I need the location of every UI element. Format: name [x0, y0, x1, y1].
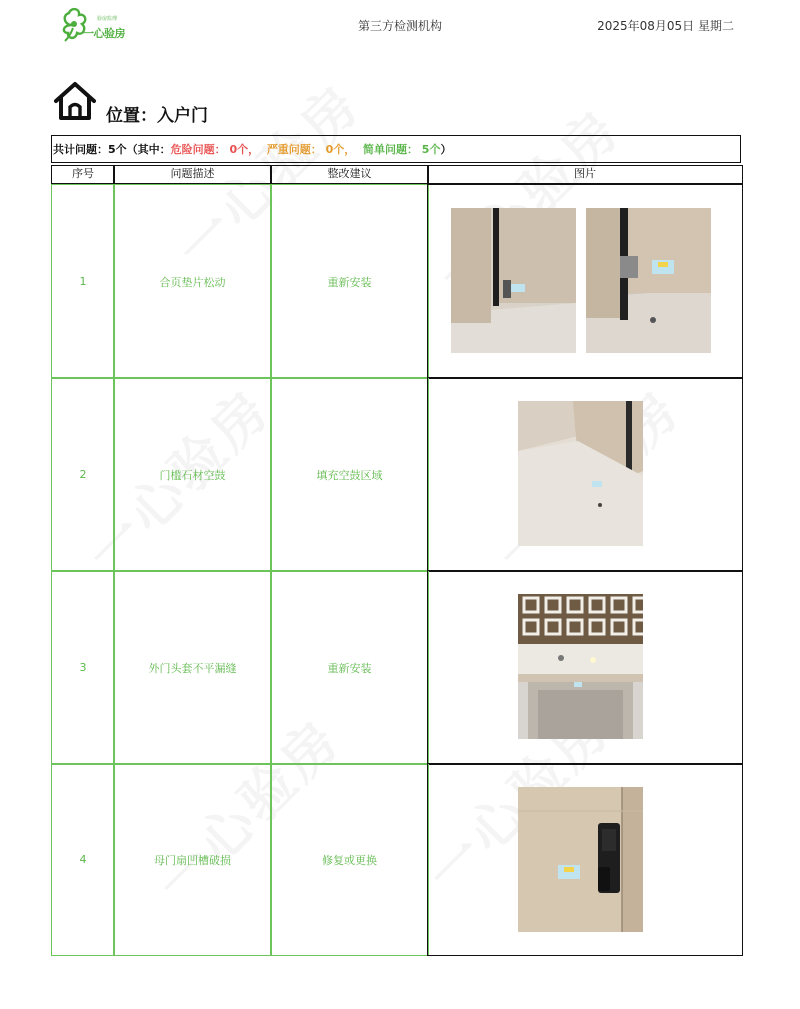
- report-date: 2025年08月05日 星期二: [597, 19, 734, 33]
- summary-severe: 严重问题： 0个，: [266, 143, 356, 156]
- row-description: 外门头套不平漏缝: [113, 570, 272, 765]
- summary-danger: 危险问题： 0个，: [170, 143, 260, 156]
- door-lock-panel-photo[interactable]: [518, 787, 643, 932]
- row-index: 4: [51, 763, 115, 956]
- column-header-suggestion: 整改建议: [270, 165, 429, 184]
- row-description: 合页垫片松动: [113, 184, 272, 379]
- row-description: 门槛石材空鼓: [113, 377, 272, 572]
- row-suggestion: 重新安装: [270, 184, 429, 379]
- home-icon: [52, 80, 98, 122]
- summary-close: ）: [440, 143, 452, 156]
- row-suggestion: 重新安装: [270, 570, 429, 765]
- row-index: 1: [51, 184, 115, 379]
- column-header-index: 序号: [51, 165, 115, 184]
- document-title: 第三方检测机构: [357, 19, 442, 33]
- row-suggestion: 修复或更换: [270, 763, 429, 956]
- column-header-photos: 图片: [427, 165, 743, 184]
- location-title: 位置：入户门: [106, 106, 208, 126]
- logo-text: 一心验房: [83, 27, 125, 40]
- row-description: 母门扇凹槽破损: [113, 763, 272, 956]
- row-index: 2: [51, 377, 115, 572]
- issue-summary: [51, 135, 741, 163]
- column-header-description: 问题描述: [113, 165, 272, 184]
- threshold-stone-photo[interactable]: [518, 401, 643, 546]
- row-suggestion: 填充空鼓区域: [270, 377, 429, 572]
- door-hinge-closeup-photo[interactable]: [586, 208, 711, 353]
- door-hinge-gap-photo[interactable]: [451, 208, 576, 353]
- door-frame-top-photo[interactable]: [518, 594, 643, 739]
- logo-subtext: 验房监理: [97, 16, 118, 22]
- summary-total: 共计问题：5个（其中：: [53, 143, 171, 156]
- row-index: 3: [51, 570, 115, 765]
- summary-simple: 简单问题： 5个: [362, 143, 441, 156]
